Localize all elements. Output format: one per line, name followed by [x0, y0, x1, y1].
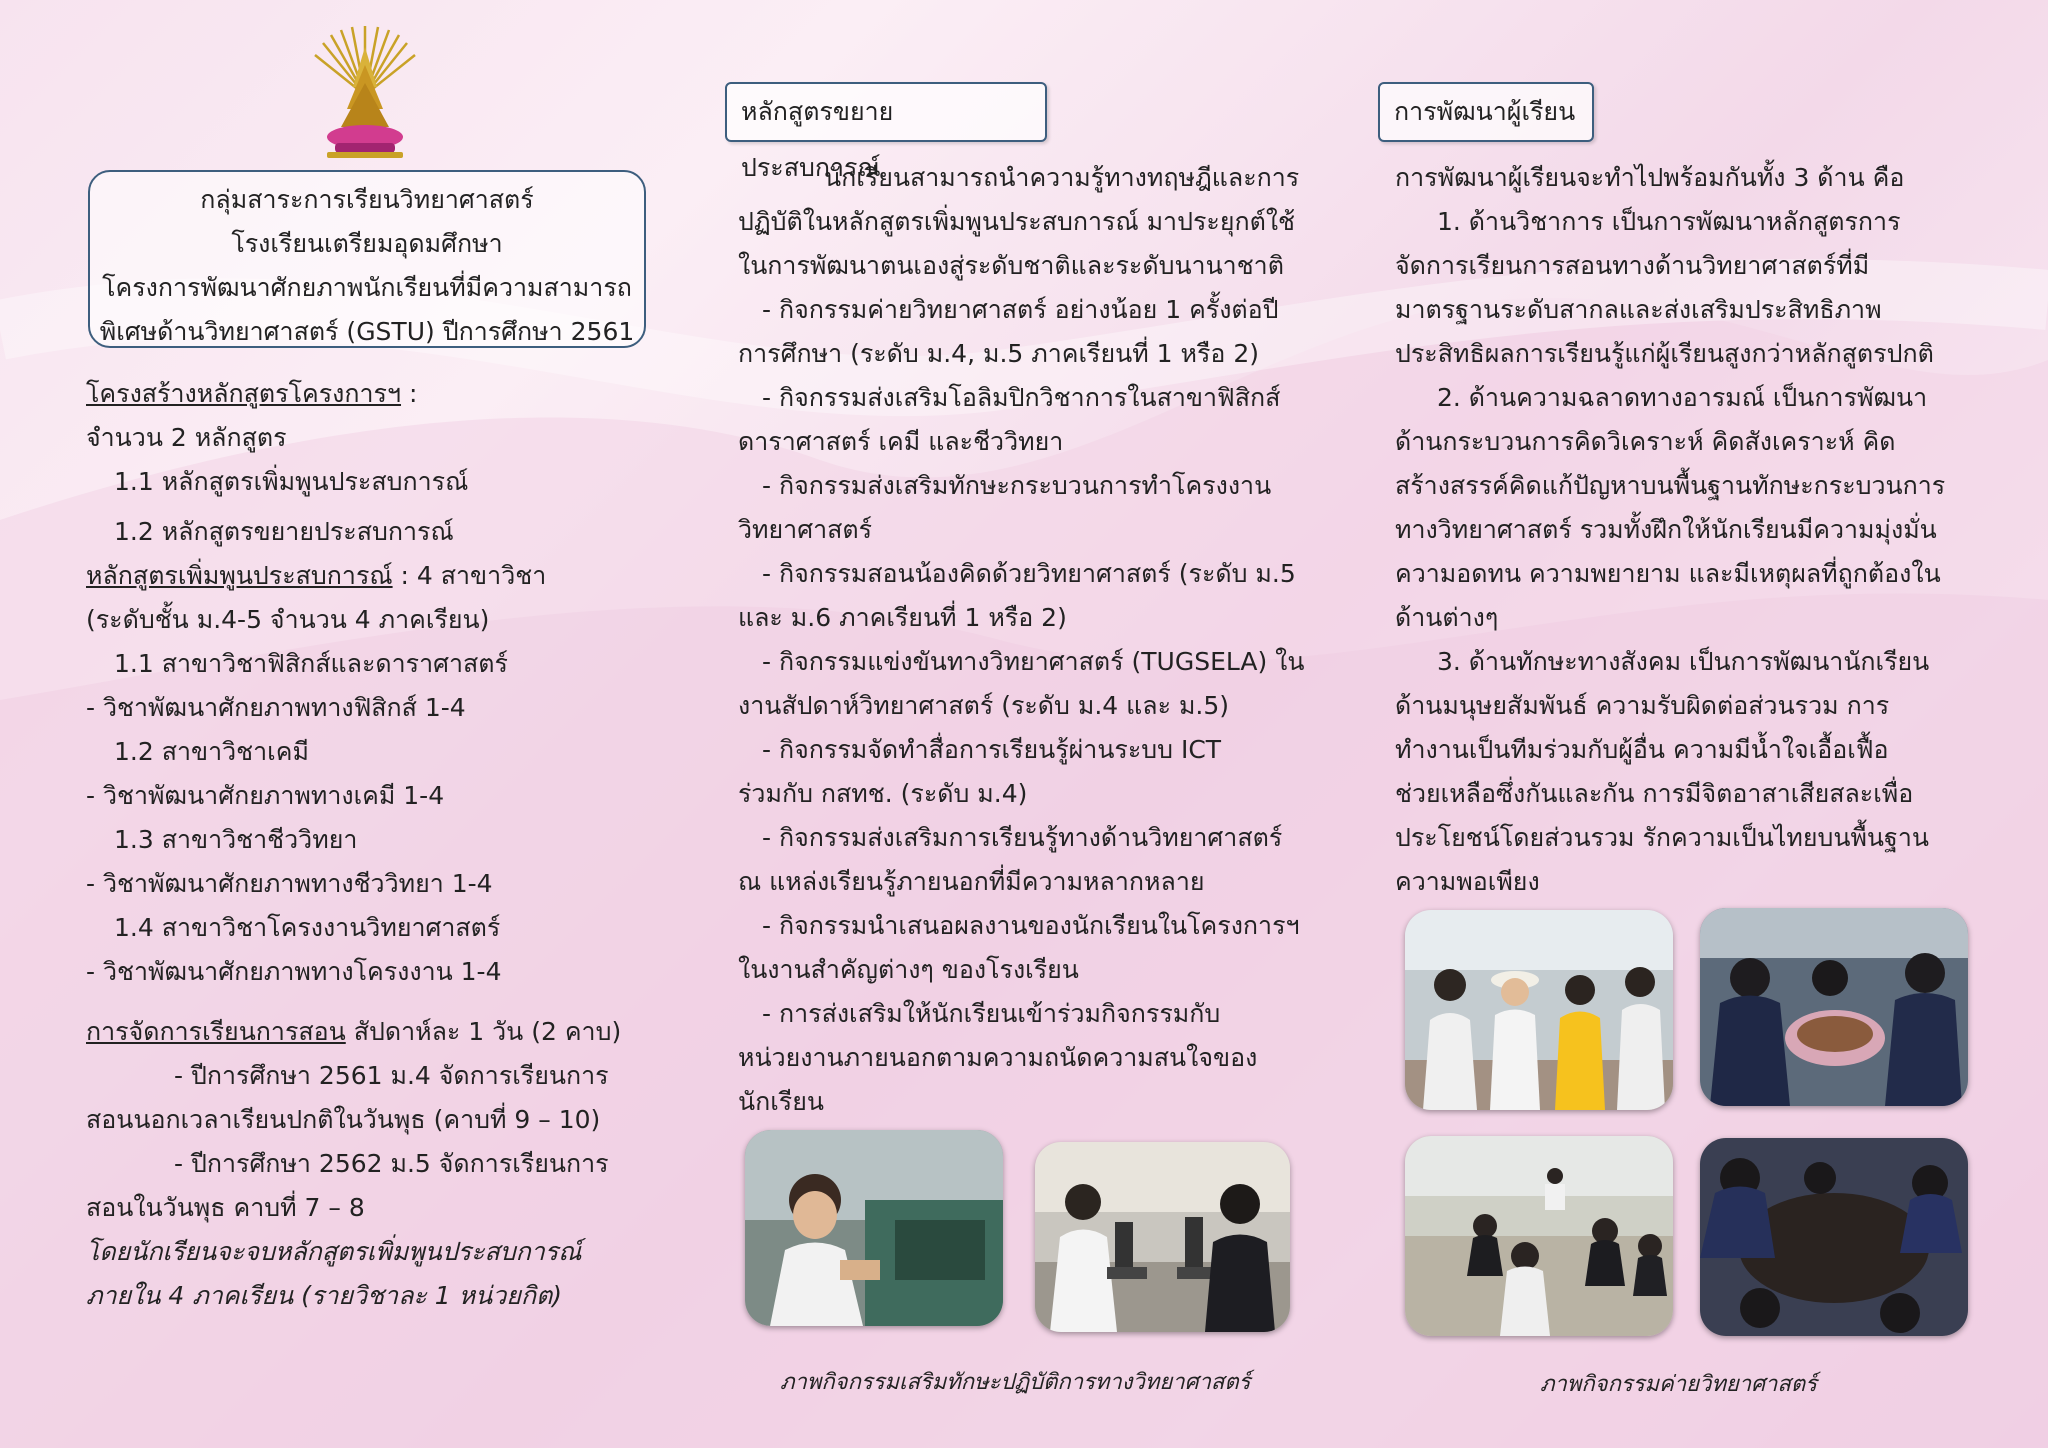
right-text-line: ด้านมนุษยสัมพันธ์ ความรับผิดต่อส่วนรวม การ [1395, 691, 1890, 720]
branch-subject: - วิชาพัฒนาศักยภาพทางเคมี 1-4 [86, 781, 445, 810]
middle-text-line: - กิจกรรมสอนน้องคิดด้วยวิทยาศาสตร์ (ระดับ ม.5 [762, 559, 1296, 588]
middle-text-line: ในการพัฒนาตนเองสู่ระดับชาติและระดับนานาชาติ [738, 251, 1284, 280]
photo-camp-beach [1405, 1136, 1673, 1336]
right-text-line: สร้างสรรค์คิดแก้ปัญหาบนพื้นฐานทักษะกระบวนการ [1395, 471, 1946, 500]
branch-name: 1.4 สาขาวิชาโครงงานวิทยาศาสตร์ [114, 913, 501, 942]
right-text-line: ด้านต่างๆ [1395, 603, 1499, 632]
right-text-line: ประสิทธิผลการเรียนรู้แก่ผู้เรียนสูงกว่าหลักสูตรปกติ [1395, 339, 1934, 368]
photo-camp-washing [1700, 908, 1968, 1106]
extended-course-tab: หลักสูตรขยายประสบการณ์ [725, 82, 1047, 142]
middle-text-line: นักเรียนสามารถนำความรู้ทางทฤษฎีและการ [824, 163, 1300, 192]
branch-subject: - วิชาพัฒนาศักยภาพทางชีววิทยา 1-4 [86, 869, 493, 898]
structure-title [86, 372, 676, 416]
photo-microscope [1035, 1142, 1290, 1332]
school-logo-icon [305, 25, 425, 160]
right-text-line: ความอดทน ความพยายาม และมีเหตุผลที่ถูกต้องใน [1395, 559, 1941, 588]
photo-camp-mud [1700, 1138, 1968, 1336]
enrich-title [86, 554, 676, 598]
header-line: โรงเรียนเตรียมอุดมศึกษา [231, 229, 503, 258]
right-text-line: 1. ด้านวิชาการ เป็นการพัฒนาหลักสูตรการ [1437, 207, 1901, 236]
middle-text-line: วิทยาศาสตร์ [738, 515, 873, 544]
structure-heading: โครงสร้างหลักสูตรโครงการฯ [86, 379, 402, 408]
right-text-line: การพัฒนาผู้เรียนจะทำไปพร้อมกันทั้ง 3 ด้าน คือ [1395, 163, 1905, 192]
right-text-line: ด้านกระบวนการคิดวิเคราะห์ คิดสังเคราะห์ คิด [1395, 427, 1896, 456]
structure-colon: : [401, 379, 418, 408]
course-item: 1.2 หลักสูตรขยายประสบการณ์ [114, 517, 454, 546]
header-line: กลุ่มสาระการเรียนวิทยาศาสตร์ [200, 185, 534, 214]
middle-text-line: - กิจกรรมส่งเสริมทักษะกระบวนการทำโครงงาน [762, 471, 1272, 500]
right-text-line: ทำงานเป็นทีมร่วมกับผู้อื่น ความมีน้ำใจเอื้อเฟื้อ [1395, 735, 1889, 764]
structure-count: จำนวน 2 หลักสูตร [86, 423, 287, 452]
photo-camp-group [1405, 910, 1673, 1110]
completion-note: ภายใน 4 ภาคเรียน (รายวิชาละ 1 หน่วยกิต) [86, 1281, 563, 1310]
schedule-line: สอนในวันพุธ คาบที่ 7 – 8 [86, 1193, 365, 1222]
schedule-suffix: สัปดาห์ละ 1 วัน (2 คาบ) [345, 1017, 622, 1046]
middle-text-line: - กิจกรรมจัดทำสื่อการเรียนรู้ผ่านระบบ ICT [762, 735, 1222, 764]
schedule-line: - ปีการศึกษา 2561 ม.4 จัดการเรียนการ [174, 1061, 609, 1090]
middle-text-line: และ ม.6 ภาคเรียนที่ 1 หรือ 2) [738, 603, 1067, 632]
middle-column [738, 156, 1308, 1124]
right-text-line: ช่วยเหลือซึ่งกันและกัน การมีจิตอาสาเสียสละเพื่อ [1395, 779, 1914, 808]
middle-text-line: ดาราศาสตร์ เคมี และชีววิทยา [738, 427, 1064, 456]
middle-text-line: ปฏิบัติในหลักสูตรเพิ่มพูนประสบการณ์ มาประยุกต์ใช้ [738, 207, 1296, 236]
middle-text-line: งานสัปดาห์วิทยาศาสตร์ (ระดับ ม.4 และ ม.5) [738, 691, 1230, 720]
middle-text-line: หน่วยงานภายนอกตามความถนัดความสนใจของ [738, 1043, 1258, 1072]
learner-development-tab: การพัฒนาผู้เรียน [1378, 82, 1594, 142]
schedule-heading: การจัดการเรียนการสอน [86, 1017, 346, 1046]
middle-text-line: ร่วมกับ กสทช. (ระดับ ม.4) [738, 779, 1028, 808]
branch-subject: - วิชาพัฒนาศักยภาพทางฟิสิกส์ 1-4 [86, 693, 466, 722]
right-text-line: มาตรฐานระดับสากลและส่งเสริมประสิทธิภาพ [1395, 295, 1882, 324]
branch-subject: - วิชาพัฒนาศักยภาพทางโครงงาน 1-4 [86, 957, 502, 986]
program-header-box [88, 170, 646, 348]
middle-text-line: - กิจกรรมนำเสนอผลงานของนักเรียนในโครงการฯ [762, 911, 1300, 940]
middle-text-line: - กิจกรรมส่งเสริมโอลิมปิกวิชาการในสาขาฟิสิกส์ [762, 383, 1281, 412]
schedule-line: - ปีการศึกษา 2562 ม.5 จัดการเรียนการ [174, 1149, 609, 1178]
branch-name: 1.3 สาขาวิชาชีววิทยา [114, 825, 358, 854]
right-column [1395, 156, 1965, 904]
middle-text-line: - กิจกรรมส่งเสริมการเรียนรู้ทางด้านวิทยาศาสตร์ [762, 823, 1283, 852]
right-text-line: 2. ด้านความฉลาดทางอารมณ์ เป็นการพัฒนา [1437, 383, 1928, 412]
photo-lab-student [745, 1130, 1003, 1326]
branch-name: 1.1 สาขาวิชาฟิสิกส์และดาราศาสตร์ [114, 649, 508, 678]
schedule-title [86, 1010, 676, 1054]
middle-text-line: ในงานสำคัญต่างๆ ของโรงเรียน [738, 955, 1079, 984]
right-photo-caption: ภาพกิจกรรมค่ายวิทยาศาสตร์ [1540, 1372, 1817, 1397]
header-line: โครงการพัฒนาศักยภาพนักเรียนที่มีความสามารถ [102, 273, 632, 302]
middle-text-line: ณ แหล่งเรียนรู้ภายนอกที่มีความหลากหลาย [738, 867, 1205, 896]
right-text-line: 3. ด้านทักษะทางสังคม เป็นการพัฒนานักเรียน [1437, 647, 1930, 676]
header-line: พิเศษด้านวิทยาศาสตร์ (GSTU) ปีการศึกษา 2561 [99, 317, 635, 346]
right-text-line: จัดการเรียนการสอนทางด้านวิทยาศาสตร์ที่มี [1395, 251, 1870, 280]
middle-text-line: - กิจกรรมค่ายวิทยาศาสตร์ อย่างน้อย 1 ครั้งต่อปี [762, 295, 1279, 324]
middle-text-line: - กิจกรรมแข่งขันทางวิทยาศาสตร์ (TUGSELA) ใน [762, 647, 1305, 676]
right-text-line: ความพอเพียง [1395, 867, 1540, 896]
completion-note: โดยนักเรียนจะจบหลักสูตรเพิ่มพูนประสบการณ์ [86, 1237, 582, 1266]
course-item: 1.1 หลักสูตรเพิ่มพูนประสบการณ์ [114, 467, 469, 496]
right-text-line: ประโยชน์โดยส่วนรวม รักความเป็นไทยบนพื้นฐาน [1395, 823, 1929, 852]
middle-text-line: การศึกษา (ระดับ ม.4, ม.5 ภาคเรียนที่ 1 หรือ 2) [738, 339, 1259, 368]
left-column [86, 372, 676, 1318]
middle-text-line: - การส่งเสริมให้นักเรียนเข้าร่วมกิจกรรมกับ [762, 999, 1221, 1028]
enrich-heading: หลักสูตรเพิ่มพูนประสบการณ์ [86, 561, 393, 590]
enrich-level: (ระดับชั้น ม.4-5 จำนวน 4 ภาคเรียน) [86, 605, 490, 634]
middle-text-line: นักเรียน [738, 1087, 824, 1116]
branch-name: 1.2 สาขาวิชาเคมี [114, 737, 309, 766]
enrich-suffix: : 4 สาขาวิชา [392, 561, 547, 590]
schedule-line: สอนนอกเวลาเรียนปกติในวันพุธ (คาบที่ 9 – 10) [86, 1105, 601, 1134]
right-text-line: ทางวิทยาศาสตร์ รวมทั้งฝึกให้นักเรียนมีความมุ่งมั่น [1395, 515, 1937, 544]
middle-photo-caption: ภาพกิจกรรมเสริมทักษะปฏิบัติการทางวิทยาศาสตร์ [780, 1370, 1251, 1395]
